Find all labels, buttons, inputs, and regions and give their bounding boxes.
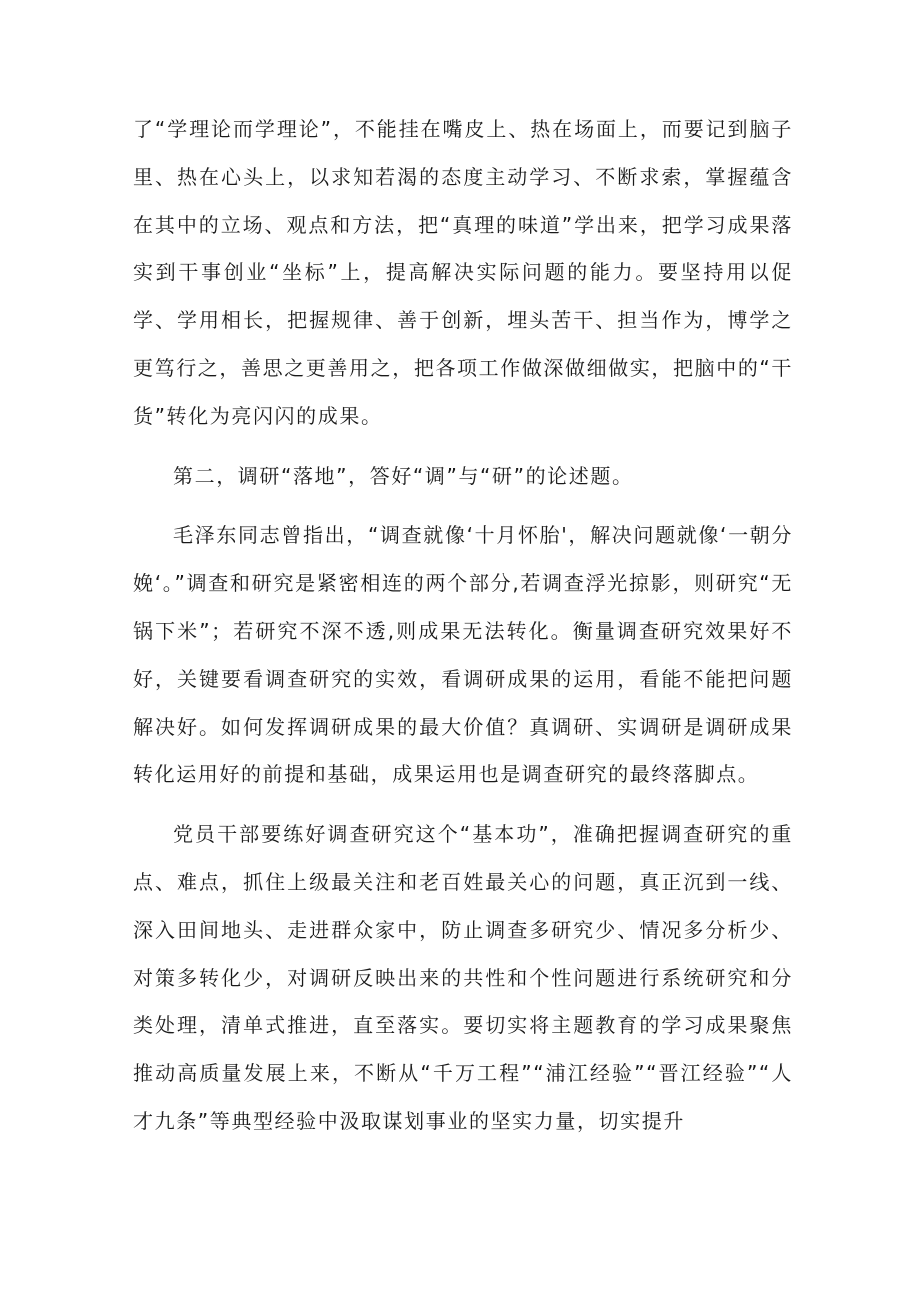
paragraph-mao-quote: 毛泽东同志曾指出，“调查就像‘十月怀胎'，解决问题就像‘一朝分娩‘。”调查和研究是紧密相连的两个部分,若调查浮光掠影，则研究“无锅下米”；若研究不深不透,则成果无法转化。衡量调查研究效果好不好，关键要看调查研究的实效，看调研成果的运用，看能不能把问题解决好。如何发挥调研成果的最大价值？真调研、实调研是调研成果转化运用好的前提和基础，成果运用也是调查研究的最终落脚点。 <box>133 523 793 787</box>
document-body <box>133 106 793 1146</box>
section-heading: 第二，调研“落地”，答好“调”与“研”的论述题。 <box>173 463 634 488</box>
paragraph-continuation: 了“学理论而学理论”，不能挂在嘴皮上、热在场面上，而要记到脑子里、热在心头上，以求知若渴的态度主动学习、不断求索，掌握蕴含在其中的立场、观点和方法，把“真理的味道”学出来，把学习成果落实到干事创业“坐标”上，提高解决实际问题的能力。要坚持用以促学、学用相长，把握规律、善于创新，埋头苦干、担当作为，博学之更笃行之，善思之更善用之，把各项工作做深做细做实，把脑中的“干货”转化为亮闪闪的成果。 <box>133 117 793 428</box>
paragraph-cadres: 党员干部要练好调查研究这个“基本功”，准确把握调查研究的重点、难点，抓住上级最关注和老百姓最关心的问题，真正沉到一线、深入田间地头、走进群众家中，防止调查多研究少、情况多分析少、对策多转化少，对调研反映出来的共性和个性问题进行系统研究和分类处理，清单式推进，直至落实。要切实将主题教育的学习成果聚焦推动高质量发展上来，不断从“千万工程”“浦江经验”“晋江经验”“人才九条”等典型经验中汲取谋划事业的坚实力量，切实提升 <box>133 822 793 1133</box>
